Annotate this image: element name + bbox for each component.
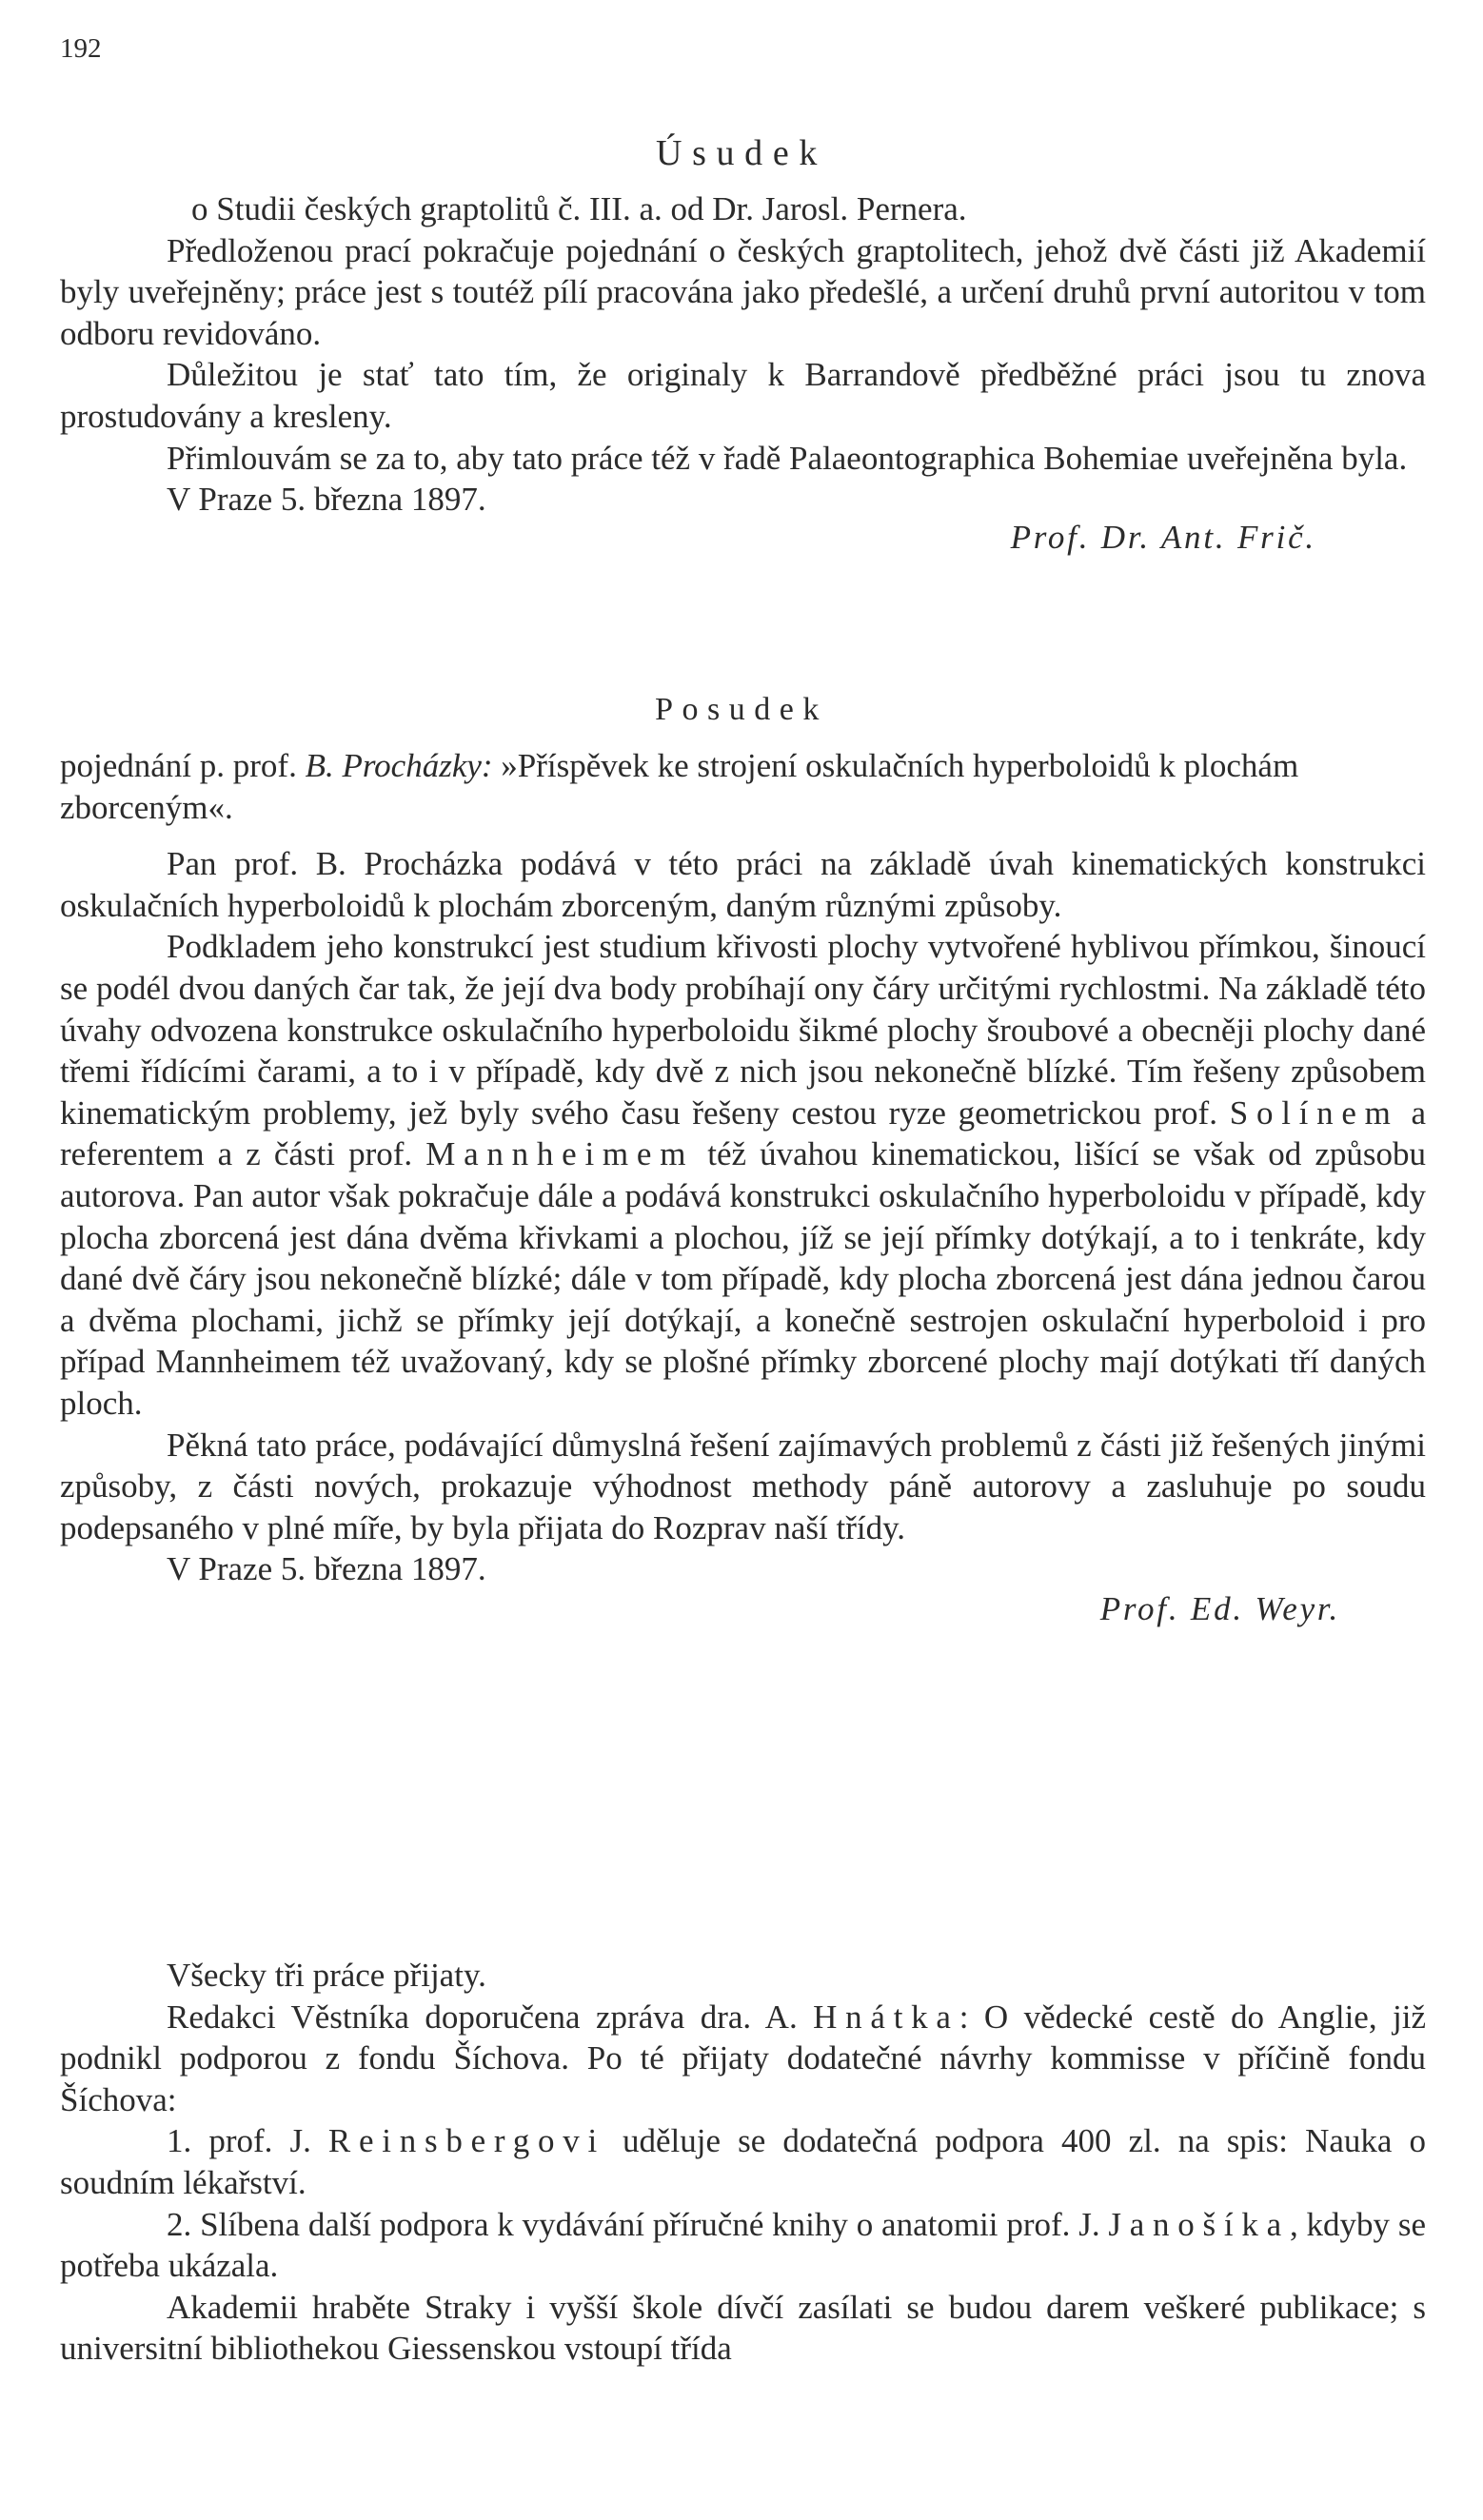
- posudek-subtitle-b: »Příspěvek ke strojení oskulačních hyperboloidů k plochám zborceným«.: [60, 747, 1299, 826]
- posudek-p2-a: Podkladem jeho konstrukcí jest studium křivosti plochy vytvořené hyblivou přímkou, šinoucí se podél dvou daných čar tak, že její dva body probíhají ony čáry určitými rychlostmi. Na základě této úvahy odvozena konstrukce oskulačního hyperboloidu šikmé plochy šroubové a obecněji plochy dané třemi řídícími čarami, a to i v případě, kdy dvě z nich jsou nekonečně blízké. Tím řešeny způsobem kinematickým problemy, jež byly svého času řešeny cestou ryze geometrickou prof.: [60, 928, 1426, 1132]
- posudek-paragraph-2: [60, 926, 1426, 1424]
- closing-section: [60, 1955, 1426, 2370]
- closing-paragraph-2: [60, 1997, 1426, 2121]
- posudek-p2-name-solin: Solínem: [1229, 1093, 1399, 1132]
- posudek-p2-c: též úvahou kinematickou, lišící se však od způsobu autorova. Pan autor však pokračuje dále a podává konstrukci oskulačního hyperboloidu v případě, kdy plocha zborcená jest dána dvěma křivkami a plochou, jíž se její přímky dotýkají, a to i tenkráte, kdy dané dvě čáry jsou nekonečně blízké; dále v tom případě, kdy plocha zborcená jest dána jednou čarou a dvěma plochami, jichž se přímky její dotýkají, a konečně sestrojen oskulační hyperboloid i pro případ Mannheimem též uvažovaný, kdy se plošné přímky zborcené plochy mají dotýkati tří daných ploch.: [60, 1135, 1426, 1422]
- closing-paragraph-3: Akademii hraběte Straky i vyšší škole dívčí zasílati se budou darem veškeré publikace; s universitní bibliothekou Giessenskou vstoupí třída: [60, 2288, 1426, 2368]
- closing-item1-a: 1. prof. J.: [167, 2122, 328, 2160]
- closing-item2-a: 2. Slíbena další podpora k vydávání příručné knihy o anatomii prof. J.: [167, 2205, 1109, 2243]
- closing-item2-name: Janošíka: [1108, 2205, 1290, 2243]
- page-number: 192: [60, 33, 102, 64]
- closing-paragraph-1: Všecky tři práce přijaty.: [167, 1957, 486, 1994]
- usudek-paragraph-1: Předloženou prací pokračuje pojednání o českých graptolitech, jehož dvě části již Akademií byly uveřejněny; práce jest s toutéž pílí pracována jako předešlé, a určení druhů první autoritou v tom odboru revidováno.: [60, 231, 1426, 352]
- closing-item2-b: , kdyby se potřeba ukázala.: [60, 2205, 1427, 2285]
- posudek-p2-name-mannheim: Mannheimem: [425, 1135, 695, 1173]
- posudek-date: V Praze 5. března 1897.: [167, 1550, 486, 1588]
- usudek-section: [60, 188, 1426, 558]
- closing-item1-b: uděluje se dodatečná podpora 400 zl. na spis: Nauka o soudním lékařství.: [60, 2122, 1426, 2201]
- usudek-heading: Úsudek: [656, 133, 827, 173]
- usudek-date: V Praze 5. března 1897.: [167, 481, 486, 519]
- posudek-subtitle-author: B. Procházky:: [305, 747, 493, 784]
- posudek-heading: Posudek: [655, 692, 828, 727]
- posudek-section: [60, 745, 1426, 1629]
- usudek-paragraph-2: Důležitou je stať tato tím, že originaly k Barrandově předběžné práci jsou tu znova prostudovány a kresleny.: [60, 356, 1426, 435]
- closing-item-1: [60, 2120, 1426, 2203]
- posudek-signature: Prof. Ed. Weyr.: [1099, 1589, 1340, 1627]
- closing-item1-name: Reinsbergovi: [327, 2122, 605, 2160]
- closing-p2-b: : O vědecké cestě do Anglie, již podnikl podporou z fondu Šíchova. Po té přijaty dodatečné návrhy kommisse v příčině fondu Šíchova:: [60, 1998, 1426, 2118]
- posudek-subtitle-a: pojednání p. prof.: [60, 747, 306, 784]
- posudek-paragraph-3: Pěkná tato práce, podávající důmyslná řešení zajímavých problemů z části již řešených jinými způsoby, z části nových, prokazuje výhodnost methody páně autorovy a zasluhuje po soudu podepsaného v plné míře, by byla přijata do Rozprav naší třídy.: [60, 1426, 1426, 1546]
- closing-item-2: [60, 2204, 1426, 2287]
- posudek-p2-b: a referentem a z části prof.: [60, 1093, 1426, 1173]
- posudek-paragraph-1: Pan prof. B. Procházka podává v této práci na základě úvah kinematických konstrukci oskulačních hyperboloidů k plochám zborceným, daným různými způsoby.: [60, 845, 1426, 924]
- usudek-paragraph-3: Přimlouvám se za to, aby tato práce též v řadě Palaeontographica Bohemiae uveřejněna byla.: [167, 439, 1408, 477]
- usudek-signature: Prof. Dr. Ant. Frič.: [1010, 518, 1316, 556]
- closing-p2-a: Redakci Věstníka doporučena zpráva dra. A.: [167, 1998, 814, 2036]
- posudek-subtitle: [60, 745, 1426, 828]
- usudek-subtitle: o Studii českých graptolitů č. III. a. od Dr. Jarosl. Pernera.: [191, 190, 967, 227]
- closing-p2-name: Hnátka: [813, 1998, 959, 2036]
